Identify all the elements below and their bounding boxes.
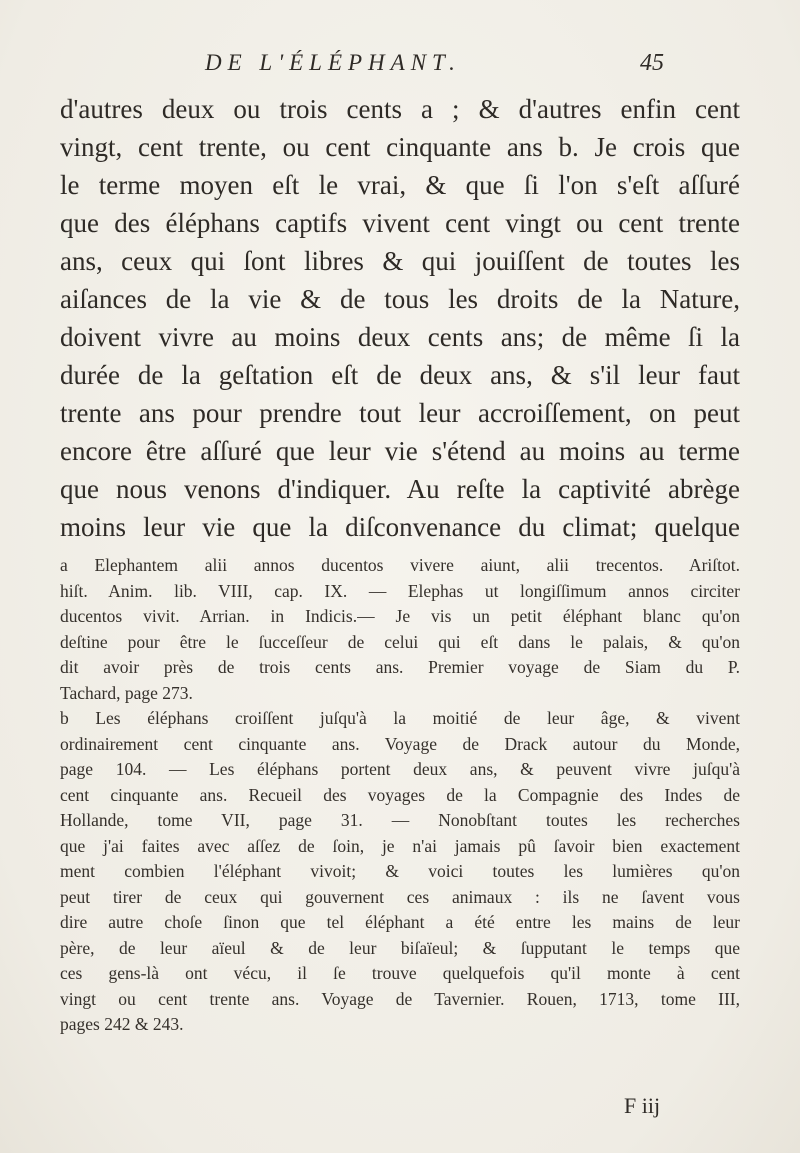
footnote-line: vingt ou cent trente ans. Voyage de Tavernier. Rouen, 1713, tome III, (60, 988, 740, 1009)
footnote-line: dit avoir près de trois cents ans. Premier voyage de Siam du P. (60, 657, 740, 677)
footnote-line: peut tirer de ceux qui gouvernent ces animaux : ils ne ſavent vous (60, 886, 740, 907)
text-line: aiſances de la vie & de tous les droits de la Nature, (60, 284, 740, 314)
footnote-line: cent cinquante ans. Recueil des voyages de la Compagnie des Indes de (60, 784, 740, 805)
footnote-line: deſtine pour être le ſucceſſeur de celui qui eſt dans le palais, & qu'on (60, 631, 740, 652)
text-line: d'autres deux ou trois cents a ; & d'autres enfin cent (60, 94, 740, 124)
text-line: durée de la geſtation eſt de deux ans, & s'il leur faut (60, 360, 740, 390)
footnote-line: Hollande, tome VII, page 31. — Nonobſtant toutes les recherches (60, 810, 740, 830)
footnote-line: page 104. — Les éléphans portent deux ans, & peuvent vivre juſqu'à (60, 759, 740, 779)
footnote-line: dire autre choſe ſinon que tel éléphant a été entre les mains de leur (60, 912, 740, 932)
running-head: DE L'ÉLÉPHANT. (205, 50, 461, 75)
main-text (60, 90, 740, 546)
text-line: le terme moyen eſt le vrai, & que ſi l'on s'eſt aſſuré (60, 170, 740, 200)
text-line: que nous venons d'indiquer. Au reſte la captivité abrège (60, 474, 740, 504)
footnote-line: ment combien l'éléphant vivoit; & voici toutes les lumières qu'on (60, 861, 740, 881)
footnote-line: b Les éléphans croiſſent juſqu'à la moitié de leur âge, & vivent (60, 708, 740, 728)
text-line: vingt, cent trente, ou cent cinquante ans b. Je crois que (60, 132, 740, 162)
footnotes (60, 553, 740, 1038)
text-line: ans, ceux qui ſont libres & qui jouiſſent de toutes les (60, 246, 740, 276)
text-line: encore être aſſuré que leur vie s'étend au moins au terme (60, 436, 740, 466)
footnote-line: pages 242 & 243. (60, 1014, 184, 1034)
text-line: que des éléphans captifs vivent cent vingt ou cent trente (60, 208, 740, 238)
footnote-line: a Elephantem alii annos ducentos vivere aiunt, alii trecentos. Ariſtot. (60, 555, 740, 575)
footnote-line: ces gens-là ont vécu, il ſe trouve quelquefois qu'il monte à cent (60, 963, 740, 983)
text-line: doivent vivre au moins deux cents ans; de même ſi la (60, 322, 740, 352)
footnote-line: hiſt. Anim. lib. VIII, cap. IX. — Elephas ut longiſſimum annos circiter (60, 580, 740, 601)
footnote-line: que j'ai faites avec aſſez de ſoin, je n'ai jamais pû ſavoir bien exactement (60, 835, 740, 856)
page-header (0, 44, 800, 84)
footnote-line: père, de leur aïeul & de leur biſaïeul; & ſupputant le temps que (60, 937, 740, 958)
footnote-line: ducentos vivit. Arrian. in Indicis.— Je vis un petit éléphant blanc qu'on (60, 606, 740, 626)
text-line: trente ans pour prendre tout leur accroiſſement, on peut (60, 398, 740, 428)
signature-mark: F iij (624, 1093, 661, 1118)
page-number: 45 (640, 50, 664, 76)
text-line: moins leur vie que la diſconvenance du climat; quelque (60, 512, 740, 542)
footnote-line: Tachard, page 273. (60, 682, 193, 703)
footnote-line: ordinairement cent cinquante ans. Voyage de Drack autour du Monde, (60, 733, 740, 754)
